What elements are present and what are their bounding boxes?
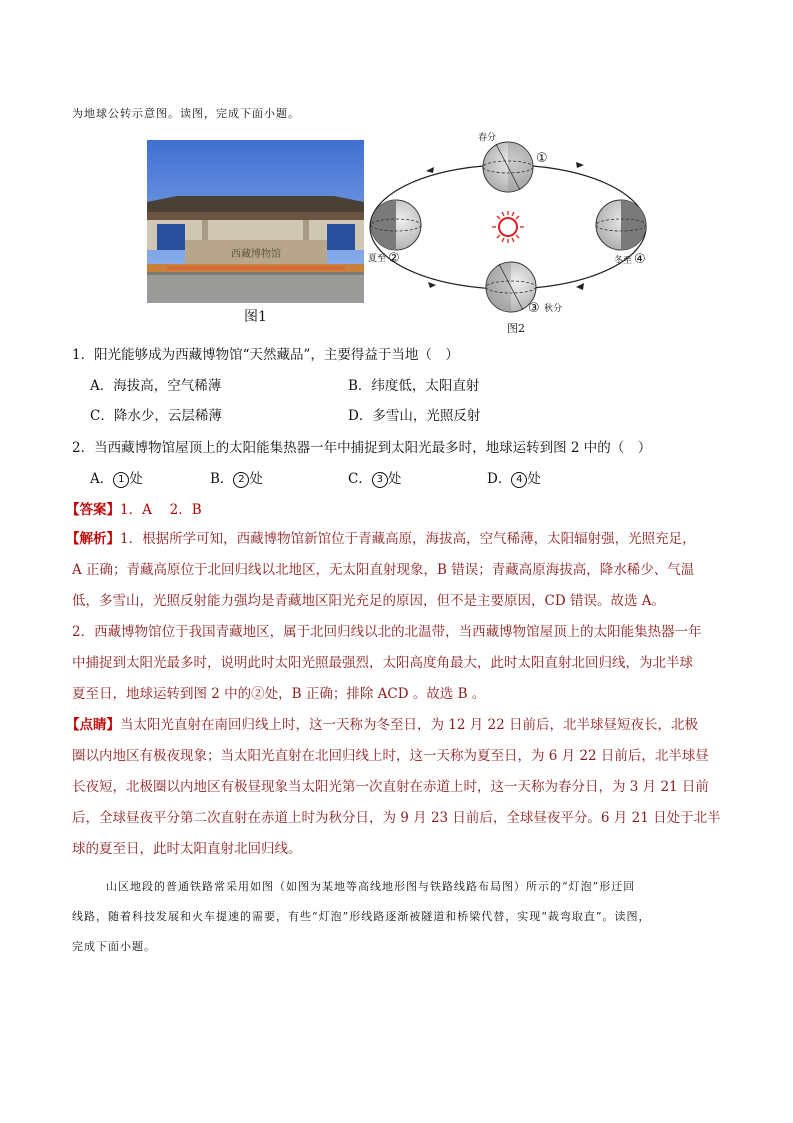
earth-summer-icon — [371, 200, 421, 250]
orbit-diagram — [366, 125, 656, 335]
earth-spring-icon — [483, 142, 533, 192]
label-spring: 春分 — [478, 133, 497, 143]
label-n1: ① — [536, 151, 548, 166]
q1-option-c: C．降水少，云层稀薄 — [90, 408, 222, 424]
q2-option-a: A． 1 处 — [90, 471, 143, 487]
intro-bottom-line3: 完成下面小题。 — [72, 940, 156, 953]
comment-block: 【点睛】当太阳光直射在南回归线上时，这一天称为冬至日，为 12 月 22 日前后，北半球昼短夜长，北极 圈以内地区有极夜现象；当太阳光直射在北回归线上时，这一天称为夏至日，为 6 月 22 日前后，北半球昼 长夜短，北极圈以内地区有极昼现象当太阳光第一次直射在赤道上时，这一天称为春分日，为 3 月 21 日前 后，全球昼夜平分第二次直射在赤道上时为秋分日，为 9 月 23 日前后，全球昼夜平分。6 月 21 日处于北半 球的夏至日，此时太阳直射北回归线。 — [66, 717, 721, 857]
intro-top-text: 为地球公转示意图。读图，完成下面小题。 — [72, 107, 300, 120]
comment-tag: 【点睛】 — [66, 717, 120, 733]
museum-photo — [147, 140, 364, 303]
label-n4: ④ — [634, 252, 646, 267]
q1-stem: 1．阳光能够成为西藏博物馆“天然藏品”，主要得益于当地（ ） — [72, 347, 459, 363]
q1-option-d: D．多雪山，光照反射 — [348, 408, 481, 424]
q1-option-a: A．海拔高，空气稀薄 — [90, 378, 222, 394]
answer-line — [66, 498, 202, 518]
q2-stem: 2．当西藏博物馆屋顶上的太阳能集热器一年中捕捉到太阳光最多时，地球运转到图 2 中的（ ） — [72, 440, 652, 456]
q2-option-b: B． 2 处 — [210, 471, 263, 487]
analysis-block: 【解析】1．根据所学可知，西藏博物馆新馆位于青藏高原，海拔高，空气稀薄，太阳辐射强，光照充足， A 正确；青藏高原位于北回归线以北地区，无太阳直射现象，B 错误；青藏高原海拔高，降水稀少、气温 低，多雪山，光照反射能力强均是青藏地区阳光充足的原因，但不是主要原因，CD 错误。故选 A。 2．西藏博物馆位于我国青藏地区，属于北回归线以北的北温带，当西藏博物馆屋顶上的太阳能集热器一年 中捕捉到太阳光最多时，说明此时太阳光照最强烈，太阳高度角最大，此时太阳直射北回归线，为北半球 夏至日，地球运转到图 2 中的②处，B 正确；排除 ACD 。故选 B 。 — [66, 531, 702, 702]
q1-option-b: B．纬度低，太阳直射 — [348, 378, 480, 394]
label-n2: ② — [388, 251, 400, 266]
building-sign-text: 西藏博物馆 — [231, 249, 281, 260]
label-winter: 冬至 — [614, 256, 633, 266]
intro-bottom-line2: 线路，随着科技发展和火车提速的需要，有些“灯泡”形线路逐渐被隧道和桥梁代替，实现“裁弯取直”。读图， — [72, 910, 651, 923]
label-autumn: 秋分 — [544, 304, 563, 314]
answer-tag: 【答案】 — [66, 502, 120, 518]
q2-option-d: D． 4 处 — [487, 471, 541, 487]
earth-winter-icon — [596, 200, 646, 250]
intro-bottom-line1: 山区地段的普通铁路常采用如图（如图为某地等高线地形图与铁路线路布局图）所示的“灯泡”形迂回 — [106, 880, 636, 893]
answer-text: 1．A 2．B — [120, 502, 202, 518]
analysis-tag: 【解析】 — [66, 531, 120, 547]
q2-option-c: C． 3 处 — [348, 471, 402, 487]
fig2-caption: 图2 — [507, 322, 525, 335]
label-summer: 夏至 — [368, 254, 387, 264]
sun-icon — [492, 211, 524, 243]
label-n3: ③ — [528, 301, 540, 316]
fig1-caption: 图1 — [244, 309, 267, 325]
